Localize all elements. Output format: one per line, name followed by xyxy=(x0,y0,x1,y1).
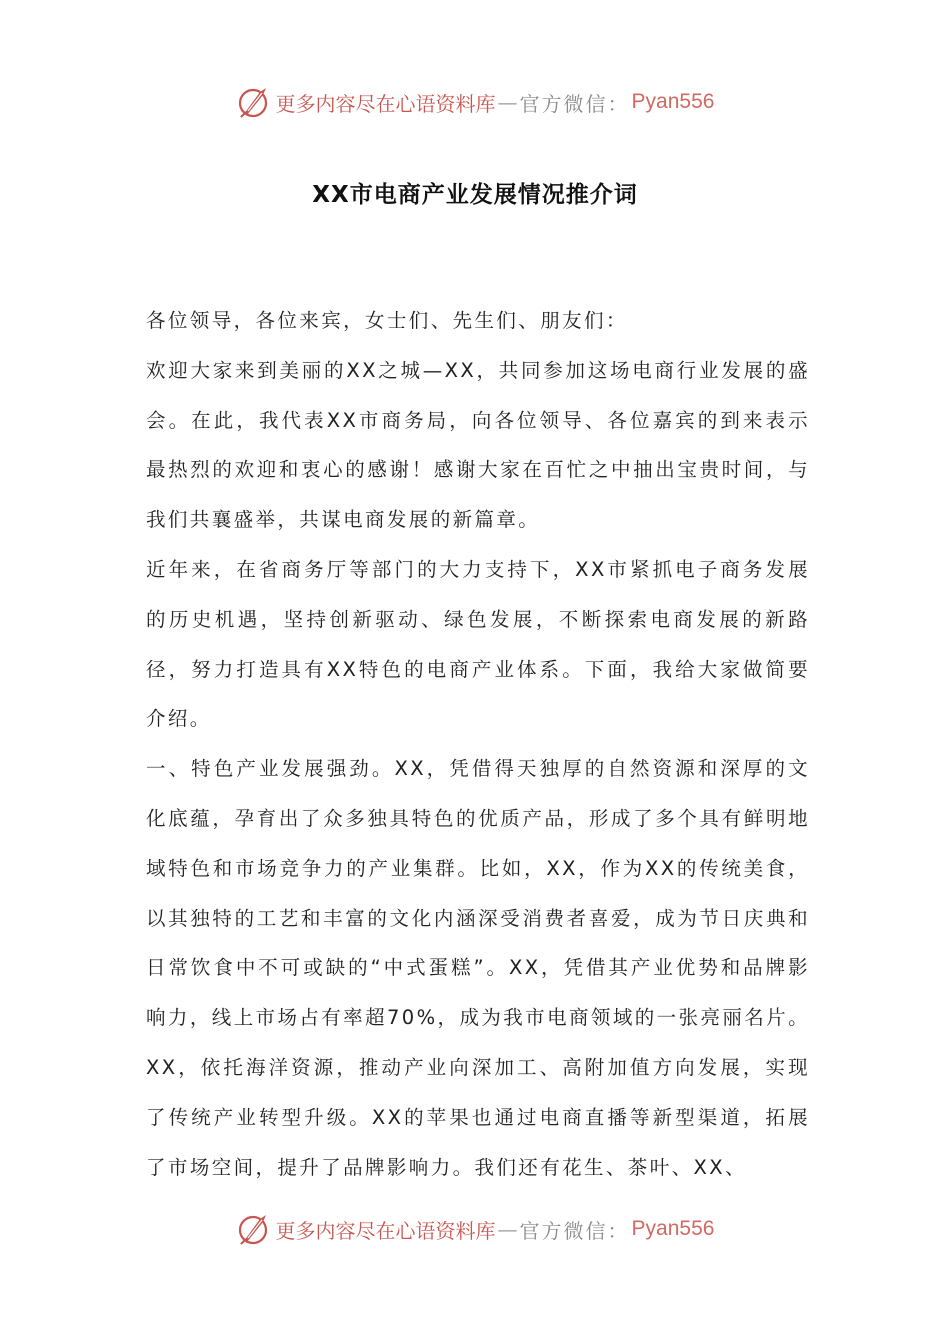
quill-logo-icon xyxy=(236,84,272,120)
header-wechat-label: 官方微信： xyxy=(519,91,630,116)
header-brand-text: 更多内容尽在心语资料库 xyxy=(275,91,496,116)
document-title: XX市电商产业发展情况推介词 xyxy=(312,182,638,208)
footer-separator: — xyxy=(497,1217,518,1241)
footer-brand-text: 更多内容尽在心语资料库 xyxy=(275,1218,496,1243)
header-separator: — xyxy=(497,90,518,114)
quill-logo-icon xyxy=(236,1211,272,1247)
footer-wechat-label: 官方微信： xyxy=(519,1218,630,1243)
paragraph-industry: 一、特色产业发展强劲。XX，凭借得天独厚的自然资源和深厚的文化底蕴，孕育出了众多独具特色的优质产品，形成了多个具有鲜明地域特色和市场竞争力的产业集群。比如，XX，作为XX的传统美食，以其独特的工艺和丰富的文化内涵深受消费者喜爱，成为节日庆典和日常饮食中不可或缺的“中式蛋糕”。XX，凭借其产业优势和品牌影响力，线上市场占有率超70%，成为我市电商领域的一张亮丽名片。XX，依托海洋资源，推动产业向深加工、高附加值方向发展，实现了传统产业转型升级。XX的苹果也通过电商直播等新型渠道，拓展了市场空间，提升了品牌影响力。我们还有花生、茶叶、XX、 xyxy=(146,757,810,1179)
paragraph-greeting: 各位领导，各位来宾，女士们、先生们、朋友们： xyxy=(146,309,628,332)
paragraph-welcome: 欢迎大家来到美丽的XX之城—XX，共同参加这场电商行业发展的盛会。在此，我代表XX市商务局，向各位领导、各位嘉宾的到来表示最热烈的欢迎和衷心的感谢！感谢大家在百忙之中抽出宝贵时间，与我们共襄盛举，共谋电商发展的新篇章。 xyxy=(146,358,810,532)
document-body xyxy=(146,296,810,1192)
footer-banner xyxy=(0,1209,950,1249)
paragraph-overview: 近年来，在省商务厅等部门的大力支持下，XX市紧抓电子商务发展的历史机遇，坚持创新驱动、绿色发展，不断探索电商发展的新路径，努力打造具有XX特色的电商产业体系。下面，我给大家做简要介绍。 xyxy=(146,557,810,731)
footer-wechat-id: Pyan556 xyxy=(631,1217,715,1240)
header-wechat-id: Pyan556 xyxy=(631,90,715,113)
header-banner xyxy=(0,82,950,122)
